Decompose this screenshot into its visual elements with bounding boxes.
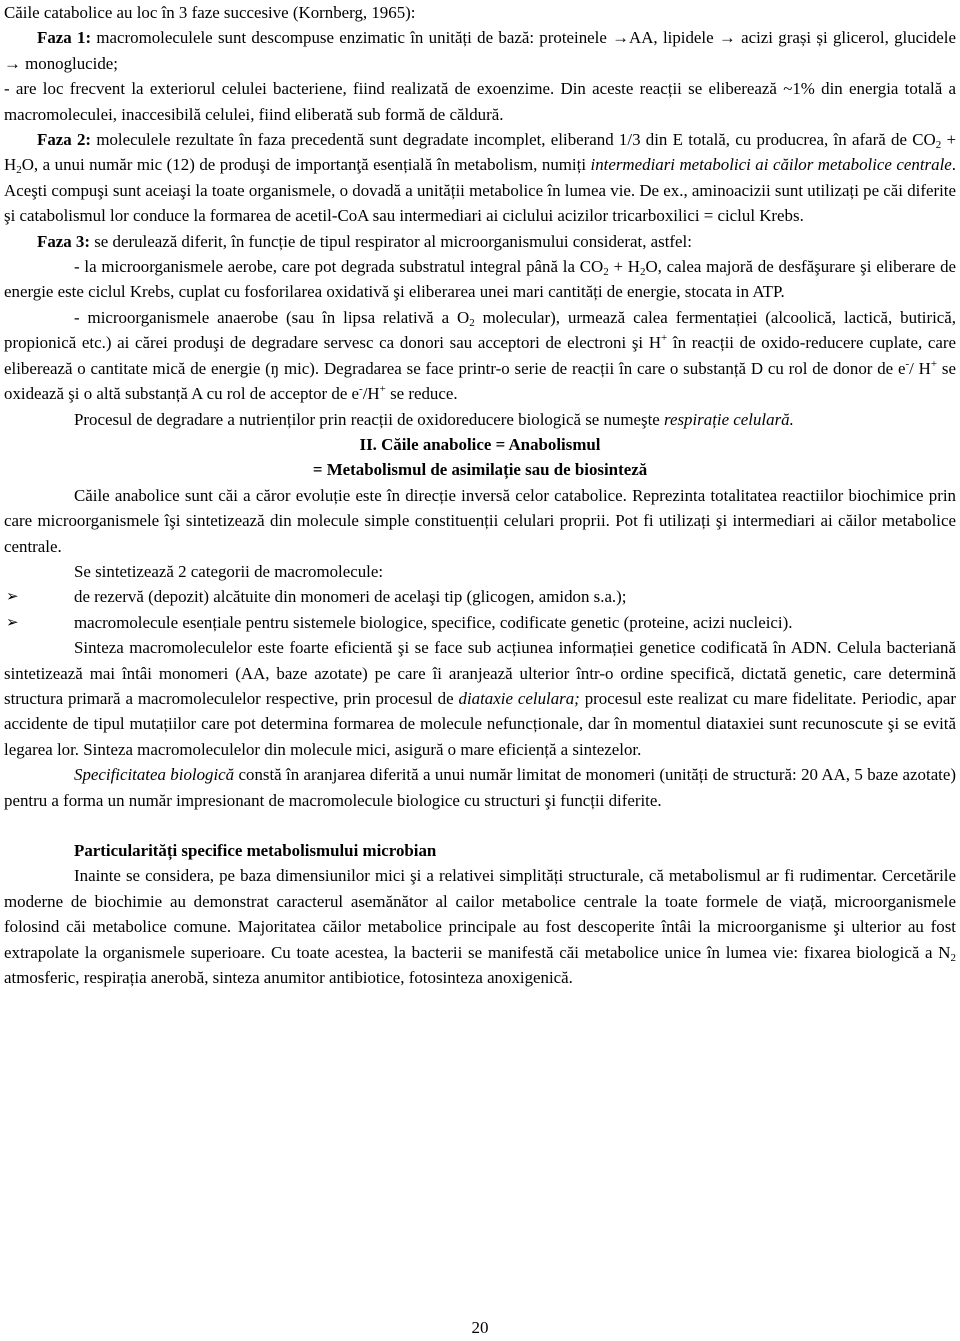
faza2-label: Faza 2: [37,130,92,150]
faza2-italic-term: intermediari metabolici ai căilor metabolice centrale [590,155,952,175]
anabolic-intro: Căile anabolice sunt căi a căror evoluție este în direcție inversă celor catabolice. Reprezinta totalitatea reactiilor biochimice prin care microorganismele îşi sintetizează din molecule simple constituenții celulari proprii. Pot fi utilizați şi intermediari ai căilor metabolice centrale. [4,485,956,556]
specificitate-paragraph: Specificitatea biologică constă în aranjarea diferită a unui număr limitat de monomeri (unități de structură: 20 AA, 5 baze azotate) pentru a forma un număr impresionant de macromolecule biologice cu structuri şi funcții diferite. [4,765,957,810]
list-item-text: macromolecule esențiale pentru sistemele biologice, specifice, codificate genetic (proteine, acizi nucleici). [74,612,793,632]
specificitate-term: Specificitatea biologică [74,765,235,785]
categories-intro: Se sintetizează 2 categorii de macromolecule: [74,561,384,581]
respiratie-paragraph: Procesul de degradare a nutrienților prin reacții de oxidoreducere biologică se numeşte respirație celulară. [74,409,794,429]
spacer [4,813,956,838]
aerobe-paragraph: - la microorganismele aerobe, care pot degrada substratul integral până la $CO_2 + H_2O$, calea majoră de desfăşurare şi eliberare de energie este ciclul Krebs, cuplat cu fosforilarea oxidativă şi eliberarea unei mari cantități de energie, stocata in ATP. [4,257,957,302]
sinteza-paragraph: Sinteza macromoleculelor este foarte eficientă şi se face sub acțiunea informației genetice codificată în ADN. Celula bacteriană sintetizează mai întâi monomeri (AA, baze azotate) pe care îi aranjează ulterior într-o ordine specifică, dictată genetic, care determină structura primară a macromoleculelor respective, prin procesul de diataxie celulara; procesul este realizat cu mare fidelitate. Periodic, apar accidente de tipul mutațiilor care pot determina formarea de molecule nefuncționale, dar în momentul diataxiei sunt recunoscute şi se evită legarea lor. Sinteza macromoleculelor din molecule mici, asigură o mare eficiență a sintezelor. [4,638,956,759]
section-subheading-biosinteza: = Metabolismul de asimilație sau de biosinteză [312,460,648,480]
faza1-label: Faza 1: [37,28,92,48]
diataxie-term: diataxie celulara; [458,688,580,708]
faza1-detail: - are loc frecvent la exteriorul celulei bacteriene, fiind realizată de exoenzime. Din aceste reacții se eliberează ~1% din energia totală a macromoleculei, inaccesibilă celulei, fiind eliberată sub formă de căldură. [4,79,956,124]
particularitati-heading: Particularități specifice metabolismului microbian [74,841,437,860]
list-item [4,584,956,609]
faza3-label: Faza 3: [37,231,90,251]
faza1-text: macromoleculele sunt descompuse enzimatic în unități de bază: proteinele →AA, lipidele → acizi grași și glicerol, glucidele → monoglucide; [4,28,956,73]
faza3-paragraph: Faza 3: se derulează diferit, în funcție de tipul respirator al microorganismului considerat, astfel: [37,231,692,251]
catabolic-intro: Căile catabolice au loc în 3 faze succesive (Kornberg, 1965): [4,3,416,22]
arrow-bullet-icon: ➢ [6,612,19,631]
page-number: 20 [471,1318,489,1337]
faza2-paragraph: Faza 2: moleculele rezultate în faza precedentă sunt degradate incomplet, eliberand 1/3 din E totală, cu producrea, în afară de $CO_2 + H_2O$, a unui număr mic (12) de produşi de importanţă esențială în metabolism, numiți intermediari metabolici ai căilor metabolice centrale. Aceşti compuşi sunt aceiaşi la toate organismele, o dovadă a unității metabolice în lumea vie. De ex., aminoacizii sunt utilizați pe căi diferite şi catabolismul lor conduce la formarea de acetil-CoA sau intermediari ai ciclului acizilor tricarboxilici = ciclul Krebs. [4,130,956,226]
section-heading-anabolism: II. Căile anabolice = Anabolismul [359,434,601,454]
anaerobe-paragraph: - microorganismele anaerobe (sau în lipsa relativă a $O_2$ molecular), urmează calea fermentației (alcoolică, lactică, butirică, propionică etc.) ai cărei produşi de degradare servesc ca donori sau acceptori de electroni şi H+ în reacții de oxido-reducere cuplate, care eliberează o cantitate mică de energie (ŋ mic). Degradarea se face printr-o serie de reacții în care o substanță D cu rol de donor de e-/ H+ se oxidează şi o altă substanță A cu rol de acceptor de e-/H+ se reduce. [4,307,956,404]
faza1-paragraph [4,25,956,76]
particularitati-paragraph: Inainte se considera, pe baza dimensiunilor mici şi a relativei simplități structurale, că metabolismul ar fi rudimentar. Cercetările moderne de biochimie au demonstrat caracterul asemănător al cailor metabolice centrale la toate formele de viață, microorganismele folosind căi metabolice comune. Majoritatea căilor metabolice principale au fost descoperite întâi la microorganisme şi ulterior au fost extrapolate la organismele superioare. Cu toate acestea, la bacterii se manifestă căi metabolice unice în lumea vie: fixarea biologică a $N_2$ atmosferic, respirația anerobă, sinteza anumitor antibiotice, fotosinteza anoxigenică. [4,866,956,988]
list-item [4,610,956,635]
respiratie-term: respirație celulară. [664,409,794,429]
list-item-text: de rezervă (depozit) alcătuite din monomeri de acelaşi tip (glicogen, amidon s.a.); [74,587,627,607]
arrow-bullet-icon: ➢ [6,587,19,606]
